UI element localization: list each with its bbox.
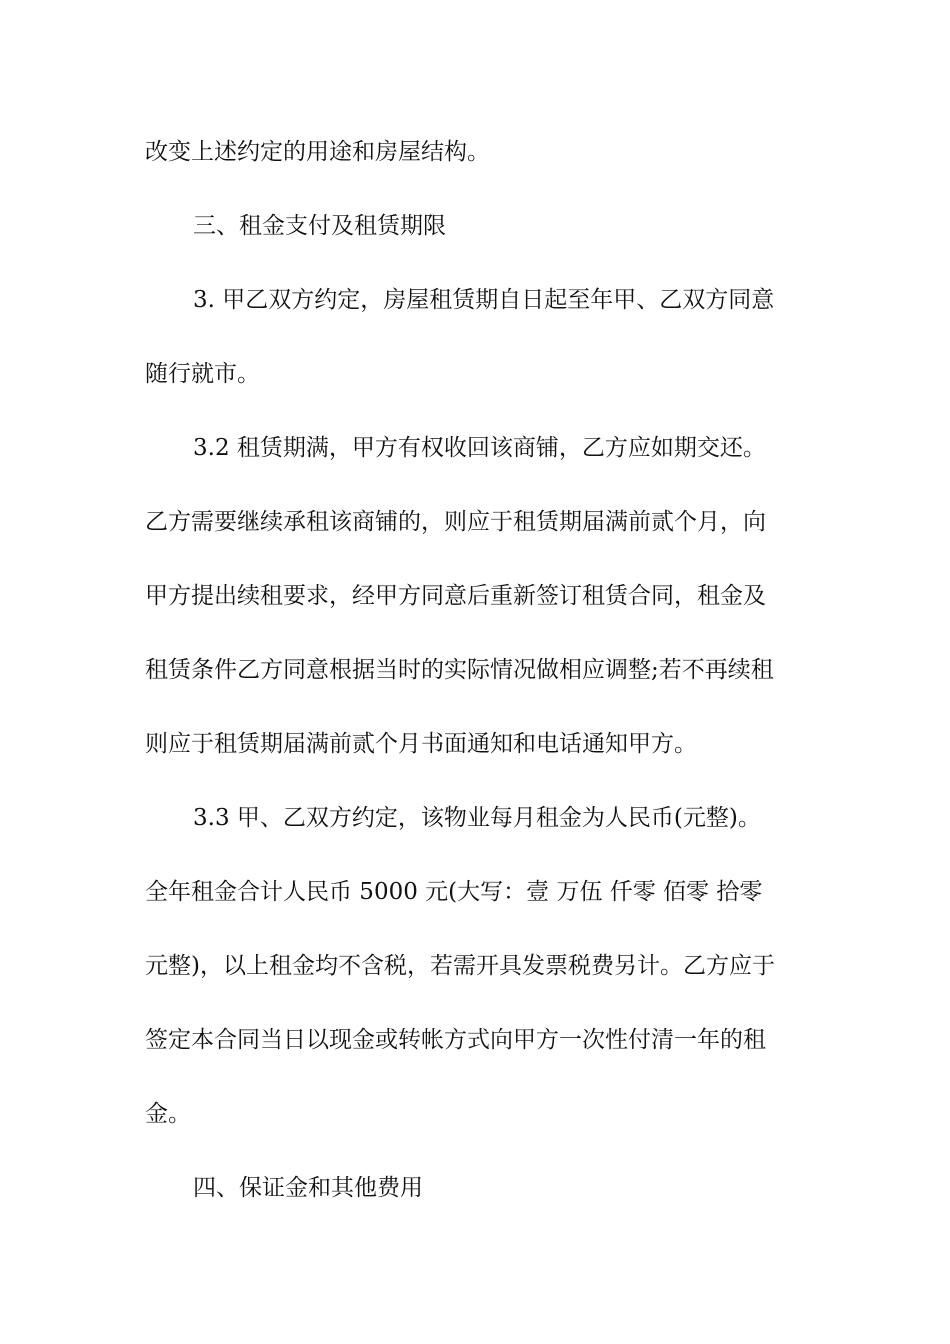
paragraph-line: 金。 [145,1101,191,1127]
section-heading: 四、保证金和其他费用 [193,1175,423,1201]
paragraph-line: 改变上述约定的用途和房屋结构。 [145,139,490,165]
paragraph-line: 3.2 租赁期满，甲方有权收回该商铺，乙方应如期交还。 [193,435,766,461]
paragraph-line: 则应于租赁期届满前贰个月书面通知和电话通知甲方。 [145,731,697,757]
paragraph-line: 租赁条件乙方同意根据当时的实际情况做相应调整;若不再续租 [145,657,774,683]
paragraph-line: 签定本合同当日以现金或转帐方式向甲方一次性付清一年的租 [145,1027,766,1053]
paragraph-line: 随行就市。 [145,361,260,387]
section-heading: 三、租金支付及租赁期限 [193,213,446,239]
paragraph-line: 3. 甲乙双方约定，房屋租赁期自日起至年甲、乙双方同意 [193,287,775,313]
paragraph-line: 3.3 甲、乙双方约定，该物业每月租金为人民币(元整)。 [193,805,761,831]
paragraph-line: 乙方需要继续承租该商铺的，则应于租赁期届满前贰个月，向 [145,509,766,535]
paragraph-line: 甲方提出续租要求，经甲方同意后重新签订租赁合同，租金及 [145,583,766,609]
paragraph-line: 全年租金合计人民币 5000 元(大写：壹 万伍 仟零 佰零 拾零 [145,879,763,905]
paragraph-line: 元整)，以上租金均不含税，若需开具发票税费另计。乙方应于 [145,953,775,979]
